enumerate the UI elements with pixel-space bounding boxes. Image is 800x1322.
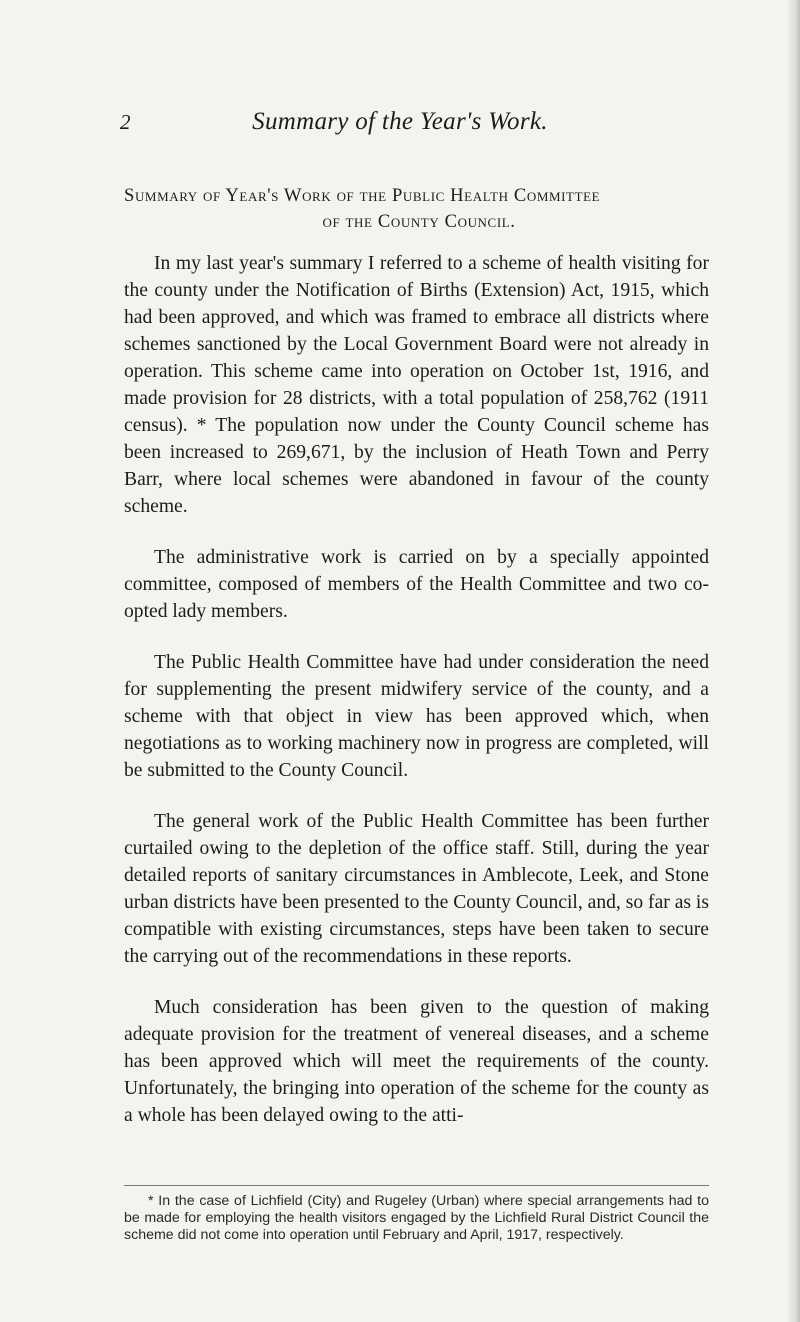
page-number: 2 — [120, 110, 131, 134]
section-title — [124, 183, 714, 235]
paragraph-health-visiting: In my last year's summary I referred to a scheme of health visiting for the county under the Notification of Births (Extension) Act, 1915, which had been approved, and which was framed to embrace all districts where schemes sanctioned by the Local Government Board were not already in operation. This scheme came into operation on October 1st, 1916, and made provision for 28 districts, with a total population of 258,762 (1911 census). * The population now under the County Council scheme has been increased to 269,671, by the inclusion of Heath Town and Perry Barr, where local schemes were abandoned in favour of the county scheme. — [124, 253, 709, 517]
paragraph-general-work: The general work of the Public Health Committee has been further curtailed owing to the depletion of the office staff. Still, during the year detailed reports of sanitary circumstances in Amblecote, Leek, and Stone urban districts have been presented to the County Council, and, so far as is compatible with existing circumstances, steps have been taken to secure the carrying out of the recommendations in these reports. — [124, 811, 709, 967]
footnote: * In the case of Lichfield (City) and Rugeley (Urban) where special arrangements had to be made for employing the health visitors engaged by the Lichfield Rural District Council the scheme did not come into operation until February and April, 1917, respectively. — [124, 1193, 709, 1243]
paragraph-administrative-work: The administrative work is carried on by a specially appointed committee, composed of members of the Health Committee and two co-opted lady members. — [124, 547, 709, 622]
footnote-divider — [124, 1185, 709, 1186]
page-edge-shadow — [786, 0, 800, 1322]
section-title-line-1: Summary of Year's Work of the Public Health Committee — [124, 185, 601, 206]
body-text — [124, 250, 709, 1153]
section-title-line-2: of the County Council. — [322, 211, 516, 232]
paragraph-midwifery: The Public Health Committee have had under consideration the need for supplementing the present midwifery service of the county, and a scheme with that object in view has been approved which, when negotiations as to working machinery now in progress are completed, will be submitted to the County Council. — [124, 652, 709, 781]
running-head: Summary of the Year's Work. — [252, 108, 548, 135]
paragraph-venereal-diseases: Much consideration has been given to the question of making adequate provision for the treatment of venereal diseases, and a scheme has been approved which will meet the requirements of the county. Unfortunately, the bringing into operation of the scheme for the county as a whole has been delayed owing to the atti- — [124, 997, 709, 1126]
